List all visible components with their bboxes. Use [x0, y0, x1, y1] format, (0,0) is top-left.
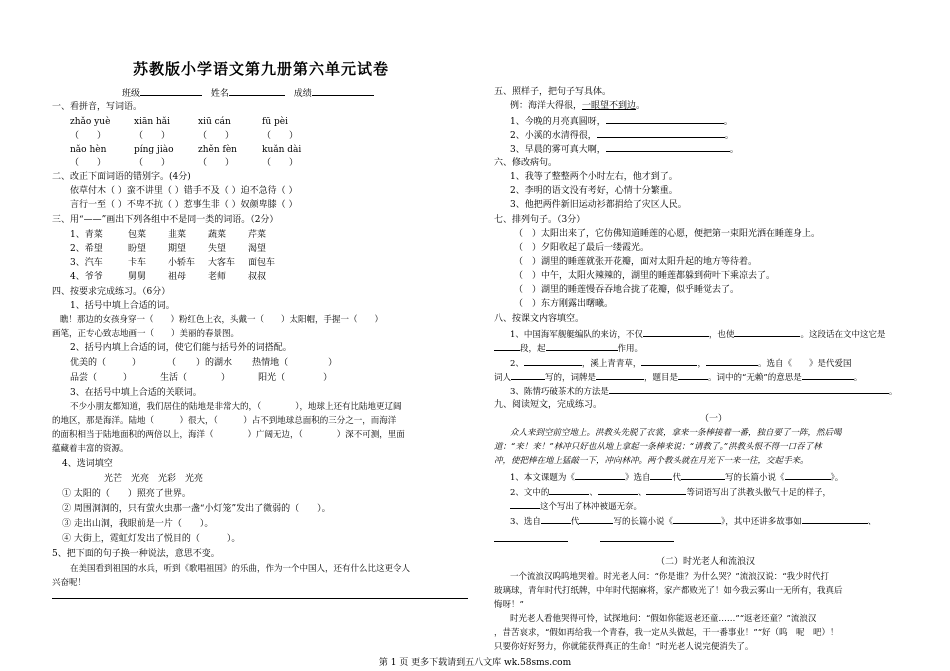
text: 湖里的睡莲慢吞吞地合拢了花瓣，似乎睡觉去了。: [541, 285, 740, 295]
word-group-row: [70, 229, 266, 241]
text: 太阳出来了，它仿佛知道睡莲的心愿，便把第一束阳光洒在睡莲身上。: [541, 229, 821, 239]
class-label: 班级: [122, 89, 141, 99]
example-suffix: 。: [636, 101, 646, 111]
r7-item: （ ）东方刚露出曙曦。: [514, 299, 614, 309]
text: ，也使: [708, 330, 735, 340]
text: 写的，词牌是: [545, 373, 597, 383]
passage-2-heading: （二）时光老人和流浪汉: [656, 557, 756, 567]
q4-4-item-1: ① 太阳的（ ）照亮了世界。: [62, 489, 191, 499]
word: 芹菜: [248, 230, 267, 240]
passage-1-line: 道：“来！来！”林冲只好也从地上拿起一条棒来说：“请教了。”洪教头恨不得一口吞了林: [494, 442, 822, 452]
r8-line-3: [510, 356, 851, 370]
word-group-row: [70, 257, 275, 269]
r7-item: （ ）湖里的睡莲慢吞吞地合拢了花瓣，似乎睡觉去了。: [514, 285, 740, 295]
passage-1-line: 众人来到空前空地上。洪教头先脱了衣裳，拿来一条棒接着一番，独自要了一阵，然后喝: [510, 428, 842, 438]
r7-item: （ ）中午，太阳火辣辣的，湖里的睡莲都躲到荷叶下乘凉去了。: [514, 271, 776, 281]
answer-blank[interactable]: [579, 514, 613, 524]
pinyin: zhǎo yuè: [70, 117, 111, 127]
answer-blank[interactable]: [524, 356, 582, 366]
answer-blank[interactable]: [681, 470, 725, 480]
word: 蔬菜: [208, 230, 227, 240]
r8-line-1: [510, 327, 885, 341]
q9-2b: [510, 499, 642, 513]
passage-2-line: ，昔苦哀求，“假如再给我一个青春，我一定从头做起，干一番事业！”“好（呜 呢 吧）！: [494, 628, 839, 638]
answer-blank[interactable]: [541, 514, 571, 524]
answer-bracket[interactable]: （ ）: [262, 131, 299, 141]
page-title: 苏教版小学语文第九册第六单元试卷: [132, 60, 389, 78]
answer-blank[interactable]: [597, 128, 725, 138]
answer-blank[interactable]: [609, 384, 889, 394]
q4-3-label: 3、在括号中填上合适的关联词。: [70, 388, 202, 398]
answer-line[interactable]: [600, 541, 674, 542]
text: 写的长篇小说《: [613, 517, 673, 527]
answer-line[interactable]: [52, 598, 468, 599]
q4-4-words: 光芒 光亮 光彩 光亮: [104, 474, 204, 484]
text: 3、选自: [510, 517, 541, 527]
word-group-row: [70, 243, 266, 255]
answer-bracket[interactable]: （ ）: [262, 158, 299, 168]
answer-bracket[interactable]: （ ）: [70, 131, 107, 141]
r6-item-2: 2、李明的语文没有考好，心情十分繁重。: [510, 186, 678, 196]
q4-2-row-b: [70, 372, 332, 384]
section-9-heading: 九、阅读短文，完成练习。: [494, 400, 603, 410]
typo-row-2: 言行一至（ ）不卑不抗（ ）惹事生非（ ）奴颜卑膝（ ）: [70, 200, 298, 210]
answer-blank[interactable]: [706, 356, 758, 366]
r7-item: （ ）夕阳收起了最后一缕霞光。: [514, 243, 650, 253]
passage-1-heading: （一）: [700, 414, 728, 424]
r8-line-5: 3、陈情巧破茶术的方法是 。: [510, 384, 897, 398]
word: 面包车: [248, 258, 276, 268]
q4-3-line-a: 不少小朋友都知道，我们居住的陆地是非常大的，（ ），地球上还有比陆地更辽阔: [70, 402, 402, 412]
answer-blank[interactable]: [549, 485, 589, 495]
answer-line[interactable]: [494, 541, 568, 542]
text: 3、早晨的雾可真大啊，: [510, 145, 606, 155]
word: 渴望: [248, 244, 267, 254]
answer-blank[interactable]: [546, 341, 618, 351]
section-5r-heading: 五、照样子，把句子写具体。: [494, 87, 612, 97]
text: ）: [132, 358, 142, 368]
answer-blank[interactable]: [598, 485, 638, 495]
passage-2-line: 悔呀！”: [494, 600, 524, 610]
passage-1-line: 冲，使把棒在地上猛敲一下，冲向林冲。两个教头就在月光下一来一往，交起手来。: [494, 456, 809, 466]
page-footer: 第 1 页 更多下载请到五八文库 wk.58sms.com: [378, 658, 572, 668]
text: 热情地（: [252, 358, 289, 368]
text: 生活（: [160, 373, 188, 383]
text: 。: [853, 373, 863, 383]
answer-blank[interactable]: [734, 327, 800, 337]
passage-2-line: 只要你好好努力，你就能获得真正的生命！”时光老人说完便消失了。: [494, 642, 754, 652]
q9-1: 1、本文课题为《 》选自 代 写的长篇小说《 》。: [510, 470, 843, 484]
text: ，: [697, 359, 706, 369]
answer-blank[interactable]: [802, 370, 854, 380]
r8-line-2: [494, 341, 643, 355]
answer-bracket[interactable]: （ ）: [70, 158, 107, 168]
r6-item-3: 3、他把两件新旧运动衫都捐给了灾区人民。: [510, 200, 687, 210]
word: 失望: [208, 244, 227, 254]
answer-blank[interactable]: [673, 514, 721, 524]
pinyin: fū pèi: [262, 117, 288, 127]
answer-blank[interactable]: [511, 370, 545, 380]
answer-blank[interactable]: [606, 114, 724, 124]
text: 。这段话在文中这它是: [800, 330, 886, 340]
answer-bracket[interactable]: （ ）: [198, 158, 235, 168]
q4-2-label: 2、括号内填上合适的词，使它们能与括号外的词搭配。: [70, 343, 292, 353]
word: 卡车: [128, 258, 147, 268]
word: 1、青菜: [70, 230, 103, 240]
text: 词人: [494, 373, 512, 383]
text: 、: [867, 517, 877, 527]
text: ）: [323, 373, 333, 383]
text: 2、: [510, 359, 524, 369]
answer-blank[interactable]: [650, 470, 672, 480]
word: 期望: [168, 244, 187, 254]
passage-2-line: 一个流浪汉呜呜地哭着。时光老人问：“你是谁？为什么哭？”流浪汉说：“我少时代打: [510, 572, 830, 582]
text: 2、文中的: [510, 488, 550, 498]
text: 》。: [830, 473, 844, 483]
r5-item-1: 1、今晚的月亮真圆呀， 。: [510, 114, 733, 128]
q4-4-item-4: ④ 大街上，霓虹灯发出了悦目的（ ）。: [62, 534, 241, 544]
word: 大客车: [208, 258, 236, 268]
text: 代: [570, 517, 580, 527]
section-3-heading: 三、用“——”画出下列各组中不是同一类的词语。（2分）: [52, 215, 279, 225]
q4-3-line-d: 蕴藏着丰富的资源。: [52, 444, 129, 454]
q5-line-b: 兴奋呢！: [52, 578, 87, 588]
score-label: 成绩: [293, 89, 312, 99]
q5-line-a: 在美国看到祖国的水兵，听到《歌唱祖国》的乐曲，作为一个中国人，还有什么比这更令人: [70, 564, 411, 574]
section-4-heading: 四、按要求完成练习。（6分）: [52, 287, 171, 297]
answer-blank[interactable]: [575, 470, 625, 480]
text: 1、本文课题为: [510, 473, 567, 483]
word: 小轿车: [168, 258, 196, 268]
class-blank[interactable]: [140, 86, 202, 96]
q4-4-item-3: ③ 走出山洞，我眼前是一片（ ）。: [62, 519, 214, 529]
score-blank[interactable]: [312, 86, 374, 96]
answer-blank[interactable]: [678, 370, 708, 380]
name-label: 姓名: [210, 89, 229, 99]
text: 品尝（: [70, 373, 98, 383]
example-underlined: 一眼望不到边: [582, 101, 637, 111]
pinyin: zhěn fèn: [198, 145, 237, 155]
word: 2、希望: [70, 244, 103, 254]
text: 夕阳收起了最后一缕霞光。: [541, 243, 650, 253]
r8-line-4: [494, 370, 862, 384]
pinyin: nǎo hèn: [70, 145, 107, 155]
name-blank[interactable]: [229, 86, 285, 96]
word: 舅舅: [128, 272, 147, 282]
text: 。选自《 》是: [757, 359, 826, 369]
pinyin-row-2: [70, 144, 326, 156]
answer-blank[interactable]: [596, 370, 644, 380]
r5-item-3: 3、早晨的雾可真大啊， 。: [510, 142, 739, 156]
text: 作用。: [617, 344, 644, 354]
q4-4-item-2: ② 周围洞洞的，只有萤火虫那一盏“小灯笼”发出了微弱的（ ）。: [62, 504, 331, 514]
answer-blank[interactable]: [802, 514, 868, 524]
answer-bracket[interactable]: （ ）: [134, 158, 171, 168]
text: 。词中的“无赖”的意思是: [708, 373, 802, 383]
answer-blank[interactable]: [785, 470, 831, 480]
text: 代爱国: [825, 359, 852, 369]
answer-bracket[interactable]: （ ）: [134, 131, 171, 141]
text: 优美的（: [70, 358, 107, 368]
text: 代: [672, 473, 681, 483]
text: 等词语写出了洪教头傲气十足的样子，: [686, 488, 831, 498]
r5-item-2: 2、小溪的水清得很， 。: [510, 128, 734, 142]
pinyin: píng jiào: [134, 145, 174, 155]
answer-row-2: [70, 157, 326, 169]
example-prefix: 例：海洋大得很，: [510, 101, 583, 111]
text: 2、小溪的水清得很，: [510, 131, 597, 141]
passage-2-line: 玻璃球，青年时代打纸牌，中年时代据麻将，家产都败光了！如今我云雾山一无所有，我真后: [494, 586, 843, 596]
word: 包菜: [128, 230, 147, 240]
section-2-heading: 二、改正下面词语的错别字。(4分): [52, 172, 191, 182]
answer-blank[interactable]: [606, 142, 730, 152]
answer-blank[interactable]: [643, 327, 709, 337]
text: ）: [123, 373, 133, 383]
text: 1、今晚的月亮真圆呀，: [510, 117, 606, 127]
text: ）: [328, 358, 338, 368]
answer-blank[interactable]: [494, 341, 520, 351]
text: 、: [589, 488, 598, 498]
r6-item-1: 1、我等了整整两个小时左右，他才到了。: [510, 172, 678, 182]
pinyin-row-1: [70, 116, 326, 128]
text: 1、中国海军舰艇编队的来访，不仅: [510, 330, 643, 340]
answer-row-1: [70, 130, 326, 142]
text: 这个写出了林冲被逼无奈。: [540, 502, 643, 512]
word: 3、汽车: [70, 258, 103, 268]
text: 》，其中还讲多故事如: [720, 517, 802, 527]
text: 段，起: [520, 344, 546, 354]
text: 湖里的睡莲就张开花瓣，面对太阳升起的地方等待着。: [541, 257, 758, 267]
text: 东方刚露出曙曦。: [541, 299, 614, 309]
pinyin: xiū cán: [198, 117, 231, 127]
word-group-row: [70, 271, 266, 283]
answer-blank[interactable]: [510, 499, 540, 509]
q4-2-row-a: [70, 357, 337, 369]
q4-1-line-a: 瞧！那边的女孩身穿一（ ）粉红色上衣，头戴一（ ）太阳帽，手握一（ ）: [60, 315, 384, 325]
r7-item: （ ）湖里的睡莲就张开花瓣，面对太阳升起的地方等待着。: [514, 257, 758, 267]
text: 阳光（: [258, 373, 286, 383]
passage-2-line: 时光老人看他哭得可怜，试探地问：“假如你能返老还童……”“返老还童？”流浪汉: [510, 614, 817, 624]
text: 选自: [633, 473, 651, 483]
word: 韭菜: [168, 230, 187, 240]
q9-2: [510, 485, 831, 499]
text: ，溪上青青草，: [581, 359, 642, 369]
text: （: [167, 358, 177, 368]
text: ，题目是: [644, 373, 679, 383]
pinyin: kuǎn dài: [262, 145, 302, 155]
q4-1-label: 1、括号中填上合适的词。: [70, 301, 175, 311]
answer-blank[interactable]: [641, 356, 697, 366]
q4-1-line-b: 画笔，正专心致志地画一（ ）美丽的春景图。: [52, 329, 240, 339]
text: 写的长篇小说《: [724, 473, 785, 483]
text: 中午，太阳火辣辣的，湖里的睡莲都躲到荷叶下乘凉去了。: [541, 271, 776, 281]
word: 盼望: [128, 244, 147, 254]
info-line: [122, 86, 374, 100]
text: 3、陈情巧破茶术的方法是: [510, 387, 609, 397]
q9-3: [510, 514, 876, 528]
q4-3-line-b: 的地区，那是海洋。陆地（ ）很大，（ ）占不到地球总面积的三分之一，而海洋: [52, 416, 397, 426]
answer-blank[interactable]: [646, 485, 686, 495]
section-6-heading: 六、修改病句。: [494, 158, 558, 168]
text: ）: [221, 373, 231, 383]
section-7-heading: 七、排列句子。（3分）: [494, 215, 586, 225]
q4-4-label: 4、选词填空: [62, 459, 113, 469]
typo-row-1: 依草付木（ ）蛮不讲里（ ）错手不及（ ）迫不急待（ ）: [70, 186, 298, 196]
word: 祖母: [168, 272, 187, 282]
example-line: [510, 100, 645, 112]
word: 叔叔: [248, 272, 267, 282]
r7-item: （ ）太阳出来了，它仿佛知道睡莲的心愿，便把第一束阳光洒在睡莲身上。: [514, 229, 821, 239]
answer-bracket[interactable]: （ ）: [198, 131, 235, 141]
text: ）的湖水: [196, 358, 233, 368]
section-1-heading: 一、看拼音，写词语。: [52, 102, 143, 112]
word: 4、爷爷: [70, 272, 103, 282]
pinyin: xiān hǎi: [134, 117, 171, 127]
word: 老师: [208, 272, 227, 282]
q4-3-line-c: 的面积相当于陆地面积的两倍以上，海洋（ ）广阔无边，（ ）深不可测，里面: [52, 430, 405, 440]
text: 、: [637, 488, 647, 498]
section-5-heading: 5、把下面的句子换一种说法，意思不变。: [52, 549, 220, 559]
section-8-heading: 八、按课文内容填空。: [494, 314, 585, 324]
